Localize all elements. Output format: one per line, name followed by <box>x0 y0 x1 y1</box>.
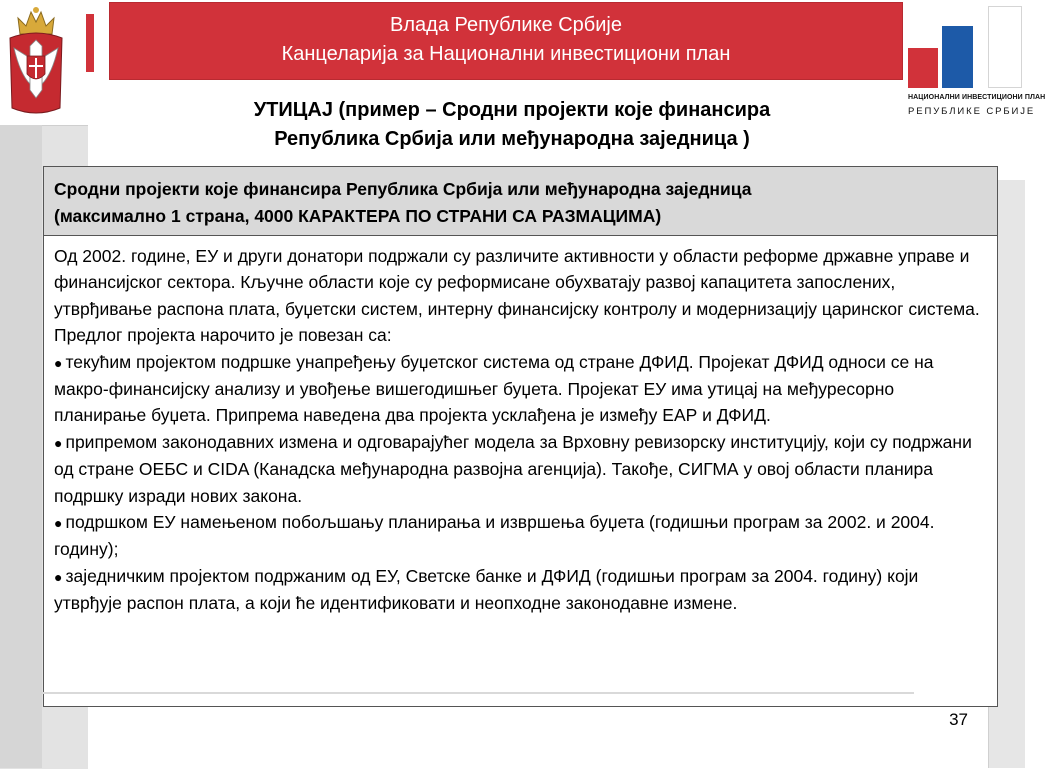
background-panel-left-inner <box>0 125 42 768</box>
bullet-icon: ● <box>54 434 63 451</box>
heading-line2: Република Србија или међународна заједница ) <box>274 128 750 150</box>
banner-title: Влада Републике Србије <box>390 14 622 36</box>
list-item <box>54 509 987 563</box>
table-header-line2: (максимално 1 страна, 4000 КАРАКТЕРА ПО СТРАНИ СА РАЗМАЦИМА) <box>54 206 662 226</box>
heading-line1: УТИЦАЈ (пример – Сродни пројекти које финансира <box>253 99 771 121</box>
content-table <box>43 166 998 707</box>
divider <box>42 692 914 694</box>
table-body <box>44 236 997 617</box>
logo-text-line2: РЕПУБЛИКЕ СРБИЈЕ <box>908 106 1036 117</box>
bullet-icon: ● <box>54 515 63 532</box>
logo-bar-red <box>908 48 938 88</box>
bullet-icon: ● <box>54 568 63 585</box>
banner-subtitle: Канцеларија за Национални инвестициони план <box>281 43 731 65</box>
logo-bar-blue <box>942 26 973 88</box>
page-number: 37 <box>949 710 968 729</box>
bullet-text: подршком ЕУ намењеном побољшању планирања и извршења буџета (годишњи програм за 2002. и 2004. годину); <box>54 512 935 560</box>
header-banner <box>109 2 903 80</box>
bullet-text: заједничким пројектом подржаним од ЕУ, Светске банке и ДФИД (годишњи програм за 2004. годину) који утврђује распон плата, а који ће идентификовати и неопходне законодавне измене. <box>54 565 919 614</box>
list-item <box>54 429 987 509</box>
list-item <box>54 349 987 429</box>
bullet-text: припремом законодавних измена и одговарајућег модела за Врховну ревизорску институцију, који су подржани од стране ОЕБС и CIDA (Канадска међународна развојна агенција). Такође, СИГМА у овој области планира подршку изради нових закона. <box>54 431 972 506</box>
table-header <box>44 167 997 236</box>
nip-logo <box>905 2 1045 124</box>
bullet-icon: ● <box>54 354 63 371</box>
list-item <box>54 563 987 617</box>
accent-bar <box>86 14 94 72</box>
intro-paragraph: Од 2002. године, ЕУ и други донатори подржали су различите активности у области реформе државне управе и финансијског сектора. Кључне области које су реформисане обухватају развој капацитета запослених, утврђивање распона плата, буџетски систем, интерну финансијску контролу и модернизацију царинског система. Предлог пројекта нарочито је повезан са: <box>54 246 980 346</box>
logo-text-line1: НАЦИОНАЛНИ ИНВЕСТИЦИОНИ ПЛАН <box>908 94 1045 101</box>
logo-bar-white <box>988 6 1022 88</box>
table-header-line1: Сродни пројекти које финансира Република Србија или међународна заједница <box>54 179 752 199</box>
bullet-text: текућим пројектом подршке унапређењу буџетског система од стране ДФИД. Пројекат ДФИД односи се на макро-финансијску анализу и увођење вишегодишњег буџета. Пројекат ЕУ има утицај на међуресорно планирање буџета. Припрема наведена два пројекта усклађена је између ЕАР и ДФИД. <box>54 351 934 426</box>
slide-heading <box>150 96 874 154</box>
serbian-coat-of-arms-icon <box>6 4 66 118</box>
